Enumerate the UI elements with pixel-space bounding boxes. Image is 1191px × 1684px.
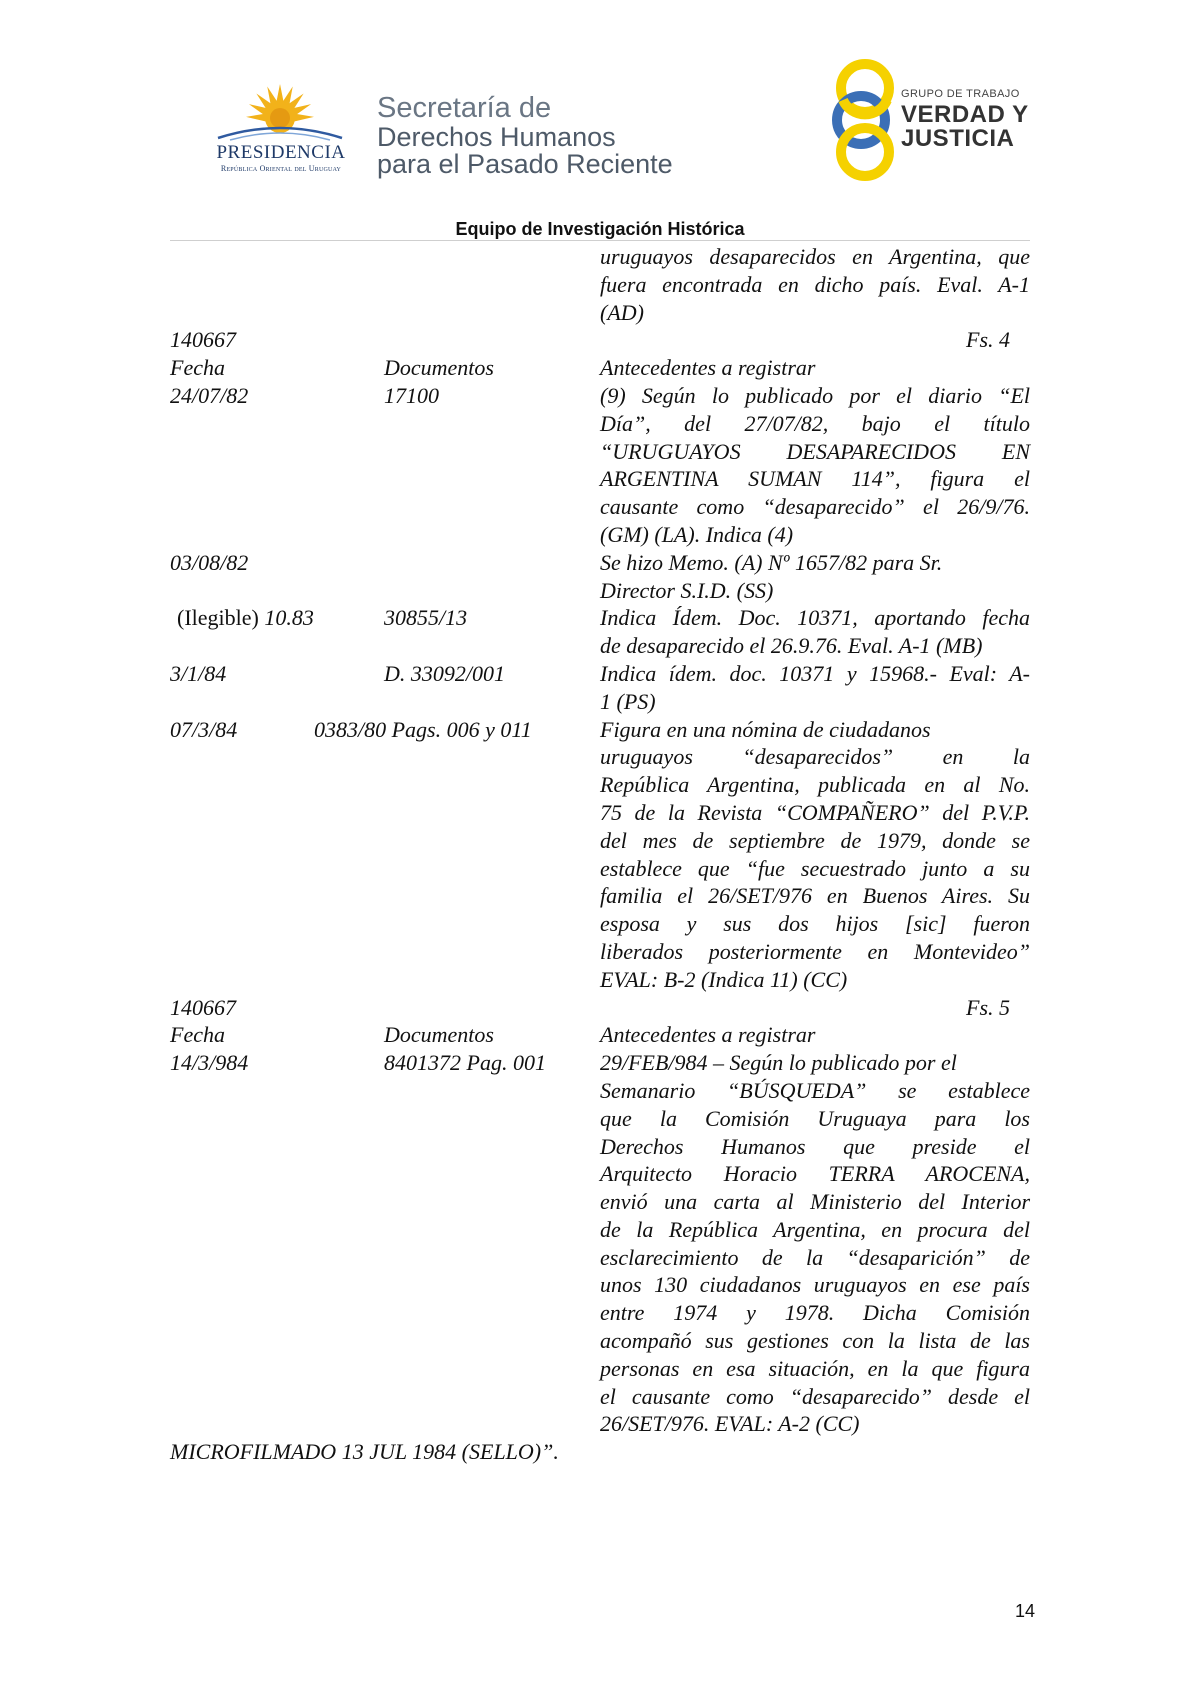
row-fecha: 07/3/84 — [170, 716, 238, 742]
grupo-line-1: GRUPO DE TRABAJO — [901, 88, 1020, 100]
column-header-row — [170, 1021, 1030, 1049]
row-fecha: 24/07/82 — [170, 382, 249, 408]
row-documento: 8401372 Pag. 001 — [384, 1050, 546, 1076]
page-number: 14 — [1014, 1601, 1035, 1621]
text-line: República Argentina, publicada en al No. — [600, 772, 1030, 798]
carryover-text — [600, 243, 1030, 326]
text-line: unos 130 ciudadanos uruguayos en ese país — [600, 1272, 1030, 1298]
text-line: (9) Según lo publicado por el diario “El — [600, 382, 1030, 408]
row-antecedentes — [600, 716, 1030, 994]
text-line: Indica ídem. doc. 10371 y 15968.- Eval: A- — [600, 660, 1030, 686]
column-header-documentos: Documentos — [384, 355, 494, 381]
row-documento: 17100 — [384, 382, 439, 408]
text-line: esposa y sus dos hijos [sic] fueron — [600, 911, 1030, 937]
grupo-line-3: JUSTICIA — [901, 125, 1015, 152]
row-documento — [384, 549, 600, 605]
header-divider — [170, 240, 1030, 241]
row-documento: D. 33092/001 — [384, 660, 505, 686]
record-id: 140667 — [170, 327, 236, 353]
text-line: EVAL: B-2 (Indica 11) (CC) — [600, 966, 848, 992]
text-line: uruguayos desaparecidos en Argentina, que — [600, 244, 1030, 269]
text-line: Semanario “BÚSQUEDA” se establece — [600, 1077, 1030, 1103]
folio-label: Fs. 4 — [966, 327, 1010, 353]
team-title: Equipo de Investigación Histórica — [455, 219, 745, 239]
text-line: “URUGUAYOS DESAPARECIDOS EN — [600, 438, 1030, 464]
text-line: Indica Ídem. Doc. 10371, aportando fecha — [600, 605, 1030, 631]
record-row — [170, 1049, 1030, 1438]
row-antecedentes — [600, 660, 1030, 716]
text-line: 29/FEB/984 – Según lo publicado por el — [600, 1050, 957, 1076]
text-line: de desaparecido el 26.9.76. Eval. A-1 (MB) — [600, 633, 983, 659]
column-header-antecedentes: Antecedentes a registrar — [600, 1022, 816, 1048]
text-line: fuera encontrada en dicho país. Eval. A-1 — [600, 271, 1030, 297]
text-line: Día”, del 27/07/82, bajo el título — [600, 410, 1030, 436]
column-header-antecedentes: Antecedentes a registrar — [600, 355, 816, 381]
presidencia-name: PRESIDENCIA — [216, 142, 346, 163]
text-line: Arquitecto Horacio TERRA AROCENA, — [600, 1161, 1030, 1187]
secretaria-line-1: Secretaría de — [377, 92, 552, 124]
fecha-value: 10.83 — [264, 605, 314, 631]
grupo-line-2: VERDAD Y — [901, 101, 1029, 128]
row-antecedentes — [600, 1049, 1030, 1438]
row-antecedentes — [600, 604, 1030, 660]
text-line: de la República Argentina, en procura del — [600, 1216, 1030, 1242]
text-line: 26/SET/976. EVAL: A-2 (CC) — [600, 1411, 860, 1437]
verdad-justicia-rings-logo — [825, 56, 905, 182]
row-antecedentes — [600, 382, 1030, 549]
text-line: acompañó sus gestiones con la lista de las — [600, 1328, 1030, 1354]
record-row — [170, 716, 1030, 994]
section-header-row — [170, 326, 1030, 354]
row-fecha: 03/08/82 — [170, 549, 249, 575]
text-line: 75 de la Revista “COMPAÑERO” del P.V.P. — [600, 799, 1030, 825]
secretaria-line-2: Derechos Humanos — [377, 122, 616, 152]
text-line: causante como “desaparecido” el 26/9/76. — [600, 494, 1030, 520]
text-line: envió una carta al Ministerio del Interior — [600, 1189, 1030, 1215]
text-line: (GM) (LA). Indica (4) — [600, 521, 794, 547]
text-line: Figura en una nómina de ciudadanos — [600, 716, 931, 742]
section-header-row — [170, 994, 1030, 1022]
presidencia-subtitle: República Oriental del Uruguay — [220, 164, 342, 173]
column-header-fecha: Fecha — [170, 355, 225, 381]
column-header-documentos: Documentos — [384, 1022, 494, 1048]
text-line: familia el 26/SET/976 en Buenos Aires. Su — [600, 883, 1030, 909]
fecha-illegible-prefix: (Ilegible) — [177, 605, 265, 631]
text-line: liberados posteriormente en Montevideo” — [600, 938, 1030, 964]
text-line: entre 1974 y 1978. Dicha Comisión — [600, 1300, 1030, 1326]
record-content — [170, 243, 1030, 1466]
row-antecedentes — [600, 549, 1030, 605]
row-fecha — [170, 604, 384, 660]
text-line: Director S.I.D. (SS) — [600, 577, 774, 603]
text-line: personas en esa situación, en la que figura — [600, 1355, 1030, 1381]
text-line: (AD) — [600, 299, 644, 325]
record-row — [170, 549, 1030, 605]
secretaria-line-3: para el Pasado Reciente — [377, 149, 673, 179]
record-row — [170, 604, 1030, 660]
closing-stamp-text: MICROFILMADO 13 JUL 1984 (SELLO)”. — [170, 1439, 559, 1465]
row-fecha: 14/3/984 — [170, 1050, 249, 1076]
row-documento: 30855/13 — [384, 605, 468, 631]
row-documento: 0383/80 Pags. 006 y 011 — [314, 716, 532, 742]
text-line: el causante como “desaparecido” desde el — [600, 1383, 1030, 1409]
record-row — [170, 382, 1030, 549]
text-line: Derechos Humanos que preside el — [600, 1133, 1030, 1159]
page-header — [0, 0, 1191, 260]
text-line: que la Comisión Uruguaya para los — [600, 1105, 1030, 1131]
record-row — [170, 660, 1030, 716]
column-header-fecha: Fecha — [170, 1022, 225, 1048]
text-line: Se hizo Memo. (A) Nº 1657/82 para Sr. — [600, 549, 943, 575]
row-fecha: 3/1/84 — [170, 660, 227, 686]
text-line: uruguayos “desaparecidos” en la — [600, 744, 1030, 770]
carryover-row — [170, 243, 1030, 326]
text-line: del mes de septiembre de 1979, donde se — [600, 827, 1030, 853]
record-id: 140667 — [170, 994, 236, 1020]
folio-label: Fs. 5 — [966, 994, 1010, 1020]
column-header-row — [170, 354, 1030, 382]
text-line: ARGENTINA SUMAN 114”, figura el — [600, 466, 1030, 492]
text-line: 1 (PS) — [600, 688, 656, 714]
text-line: establece que “fue secuestrado junto a su — [600, 855, 1030, 881]
text-line: esclarecimiento de la “desaparición” de — [600, 1244, 1030, 1270]
